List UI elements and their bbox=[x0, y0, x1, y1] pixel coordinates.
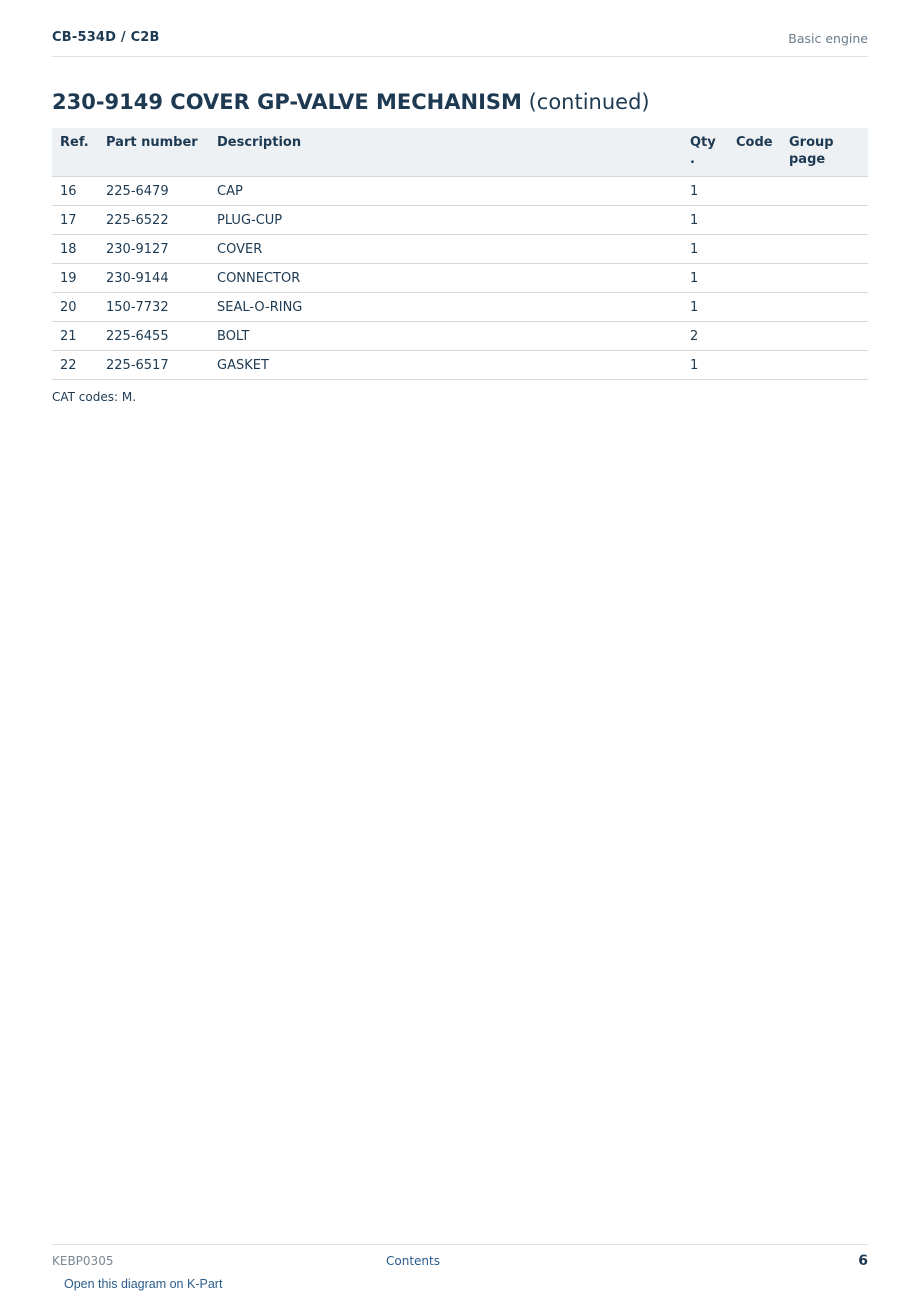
header-qty-line2: . bbox=[690, 152, 695, 167]
cell-code bbox=[728, 177, 781, 206]
parts-table bbox=[52, 128, 868, 380]
cell-ref: 18 bbox=[52, 235, 98, 264]
table-row bbox=[52, 177, 868, 206]
cell-ref: 16 bbox=[52, 177, 98, 206]
cell-code bbox=[728, 206, 781, 235]
cell-code bbox=[728, 322, 781, 351]
header-group-line2: page bbox=[789, 152, 826, 167]
header-qty-line1: Qty bbox=[690, 135, 716, 150]
document-id: KEBP0305 bbox=[52, 1254, 114, 1268]
cell-ref: 20 bbox=[52, 293, 98, 322]
header-description: Description bbox=[209, 128, 682, 177]
cell-part-number: 225-6517 bbox=[98, 351, 209, 380]
cell-description: SEAL-O-RING bbox=[209, 293, 682, 322]
cell-part-number: 230-9127 bbox=[98, 235, 209, 264]
table-row bbox=[52, 322, 868, 351]
cell-ref: 22 bbox=[52, 351, 98, 380]
document-page bbox=[52, 0, 868, 1300]
header-ref: Ref. bbox=[52, 128, 98, 177]
model-breadcrumb: CB-534D / C2B bbox=[52, 30, 160, 45]
page-title bbox=[52, 90, 650, 114]
page-header bbox=[52, 28, 868, 57]
cell-code bbox=[728, 293, 781, 322]
table-row bbox=[52, 235, 868, 264]
table-row bbox=[52, 264, 868, 293]
cell-code bbox=[728, 235, 781, 264]
cell-description: BOLT bbox=[209, 322, 682, 351]
cell-qty: 2 bbox=[682, 322, 728, 351]
page-footer bbox=[52, 1244, 868, 1301]
title-main: 230-9149 COVER GP-VALVE MECHANISM bbox=[52, 90, 522, 114]
cell-group-page bbox=[781, 206, 868, 235]
cell-description: PLUG-CUP bbox=[209, 206, 682, 235]
cell-description: GASKET bbox=[209, 351, 682, 380]
cell-part-number: 225-6522 bbox=[98, 206, 209, 235]
cell-part-number: 150-7732 bbox=[98, 293, 209, 322]
cell-part-number: 230-9144 bbox=[98, 264, 209, 293]
cell-qty: 1 bbox=[682, 235, 728, 264]
cell-qty: 1 bbox=[682, 351, 728, 380]
cell-group-page bbox=[781, 235, 868, 264]
table-row bbox=[52, 351, 868, 380]
cell-code bbox=[728, 264, 781, 293]
cell-ref: 19 bbox=[52, 264, 98, 293]
cell-qty: 1 bbox=[682, 177, 728, 206]
page-number: 6 bbox=[858, 1253, 868, 1269]
cell-group-page bbox=[781, 264, 868, 293]
cell-part-number: 225-6455 bbox=[98, 322, 209, 351]
table-row bbox=[52, 206, 868, 235]
cell-part-number: 225-6479 bbox=[98, 177, 209, 206]
header-code: Code bbox=[728, 128, 781, 177]
cell-code bbox=[728, 351, 781, 380]
section-name: Basic engine bbox=[788, 31, 868, 46]
cell-group-page bbox=[781, 293, 868, 322]
header-part-number: Part number bbox=[98, 128, 209, 177]
cell-group-page bbox=[781, 322, 868, 351]
cell-description: CONNECTOR bbox=[209, 264, 682, 293]
cell-group-page bbox=[781, 351, 868, 380]
open-kpart-link[interactable]: Open this diagram on K-Part bbox=[64, 1277, 223, 1291]
title-suffix: (continued) bbox=[528, 90, 650, 114]
contents-link[interactable]: Contents bbox=[386, 1254, 440, 1268]
cell-qty: 1 bbox=[682, 293, 728, 322]
cell-group-page bbox=[781, 177, 868, 206]
header-qty bbox=[682, 128, 728, 177]
cat-codes-note: CAT codes: M. bbox=[52, 390, 137, 404]
cell-ref: 21 bbox=[52, 322, 98, 351]
cell-qty: 1 bbox=[682, 206, 728, 235]
header-group-line1: Group bbox=[789, 135, 834, 150]
cell-description: CAP bbox=[209, 177, 682, 206]
table-header-row bbox=[52, 128, 868, 177]
table-row bbox=[52, 293, 868, 322]
cell-ref: 17 bbox=[52, 206, 98, 235]
cell-description: COVER bbox=[209, 235, 682, 264]
cell-qty: 1 bbox=[682, 264, 728, 293]
header-group-page bbox=[781, 128, 868, 177]
